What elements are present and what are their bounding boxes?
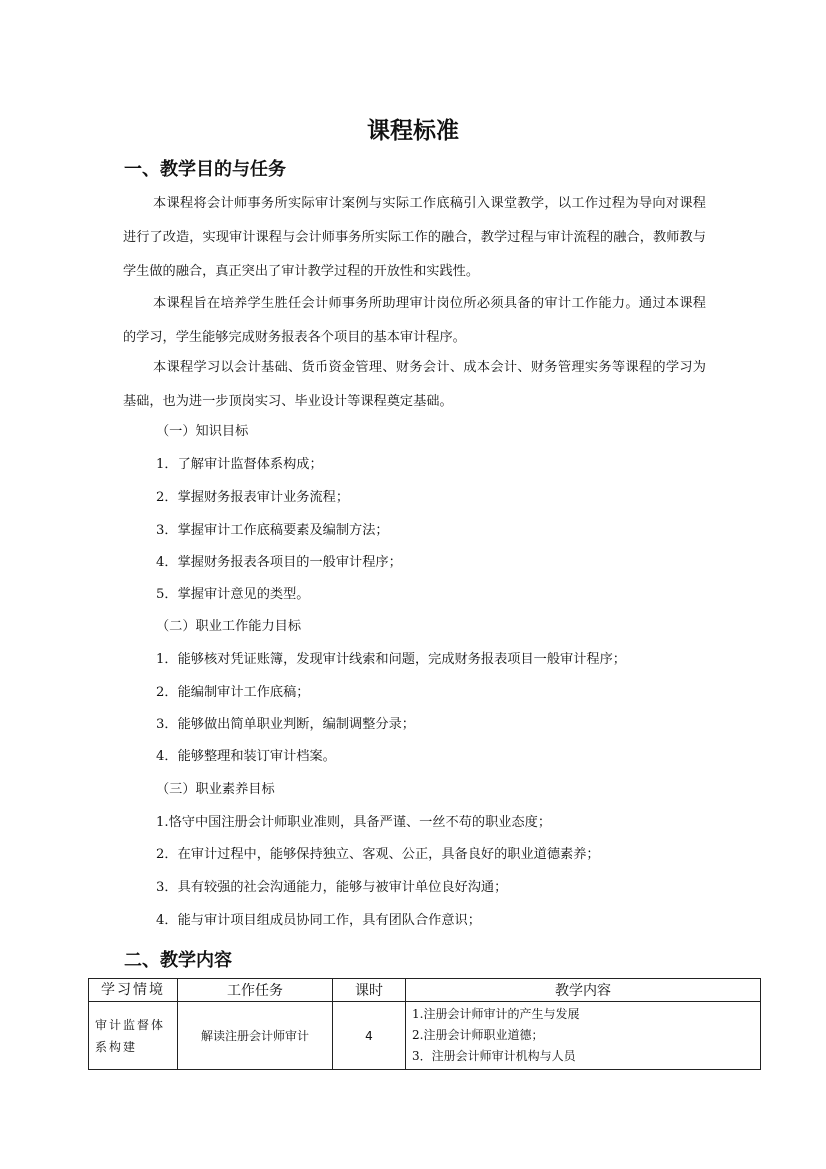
- document-title: 课程标准: [367, 118, 459, 144]
- cell-hours: 4: [333, 1002, 406, 1070]
- content-line: 3．注册会计师审计机构与人员: [412, 1049, 576, 1063]
- paragraph-2: 本课程旨在培养学生胜任会计师事务所助理审计岗位所必须具备的审计工作能力。通过本课程的学习，学生能够完成财务报表各个项目的基本审计程序。: [123, 296, 706, 345]
- table-header-row: [89, 979, 761, 1002]
- column-header-situation: 学习情境: [89, 979, 178, 1002]
- cell-content: [406, 1002, 761, 1070]
- ability-item: 1．能够核对凭证账簿，发现审计线索和问题，完成财务报表项目一般审计程序；: [156, 652, 626, 667]
- subheading-quality: （三）职业素养目标: [156, 782, 275, 797]
- knowledge-item: 5．掌握审计意见的类型。: [156, 587, 310, 602]
- content-line: 2.注册会计师职业道德；: [412, 1028, 544, 1042]
- teaching-content-table: [88, 978, 761, 1070]
- ability-item: 4．能够整理和装订审计档案。: [156, 749, 336, 764]
- paragraph-1: 本课程将会计师事务所实际审计案例与实际工作底稿引入课堂教学，以工作过程为导向对课程进行了改造，实现审计课程与会计师事务所实际工作的融合，教学过程与审计流程的融合，教师教与学生做的融合，真正突出了审计教学过程的开放性和实践性。: [123, 196, 706, 279]
- ability-item: 3．能够做出简单职业判断，编制调整分录；: [156, 717, 415, 732]
- quality-item: 4．能与审计项目组成员协同工作，具有团队合作意识；: [156, 913, 481, 928]
- column-header-task: 工作任务: [178, 979, 333, 1002]
- table-row: [89, 1002, 761, 1070]
- quality-item: 2．在审计过程中，能够保持独立、客观、公正，具备良好的职业道德素养；: [156, 847, 600, 862]
- column-header-content: 教学内容: [406, 979, 761, 1002]
- content-line: 1.注册会计师审计的产生与发展: [412, 1007, 580, 1021]
- knowledge-item: 2．掌握财务报表审计业务流程；: [156, 490, 350, 505]
- quality-item: 1.恪守中国注册会计师职业准则，具备严谨、一丝不苟的职业态度；: [156, 815, 552, 830]
- paragraph-3: 本课程学习以会计基础、货币资金管理、财务会计、成本会计、财务管理实务等课程的学习为基础，也为进一步顶岗实习、毕业设计等课程奠定基础。: [123, 360, 706, 409]
- subheading-ability: （二）职业工作能力目标: [156, 619, 302, 634]
- cell-situation: 审计监督体系构建: [89, 1002, 178, 1070]
- column-header-hours: 课时: [333, 979, 406, 1002]
- subheading-knowledge: （一）知识目标: [156, 424, 249, 439]
- knowledge-item: 3．掌握审计工作底稿要素及编制方法；: [156, 523, 389, 538]
- knowledge-item: 4．掌握财务报表各项目的一般审计程序；: [156, 555, 402, 570]
- section-heading-objectives: 一、教学目的与任务: [124, 159, 286, 180]
- cell-task: 解读注册会计师审计: [178, 1002, 333, 1070]
- ability-item: 2．能编制审计工作底稿；: [156, 685, 310, 700]
- quality-item: 3．具有较强的社会沟通能力，能够与被审计单位良好沟通；: [156, 880, 508, 895]
- knowledge-item: 1．了解审计监督体系构成；: [156, 457, 323, 472]
- section-heading-content: 二、教学内容: [124, 950, 232, 971]
